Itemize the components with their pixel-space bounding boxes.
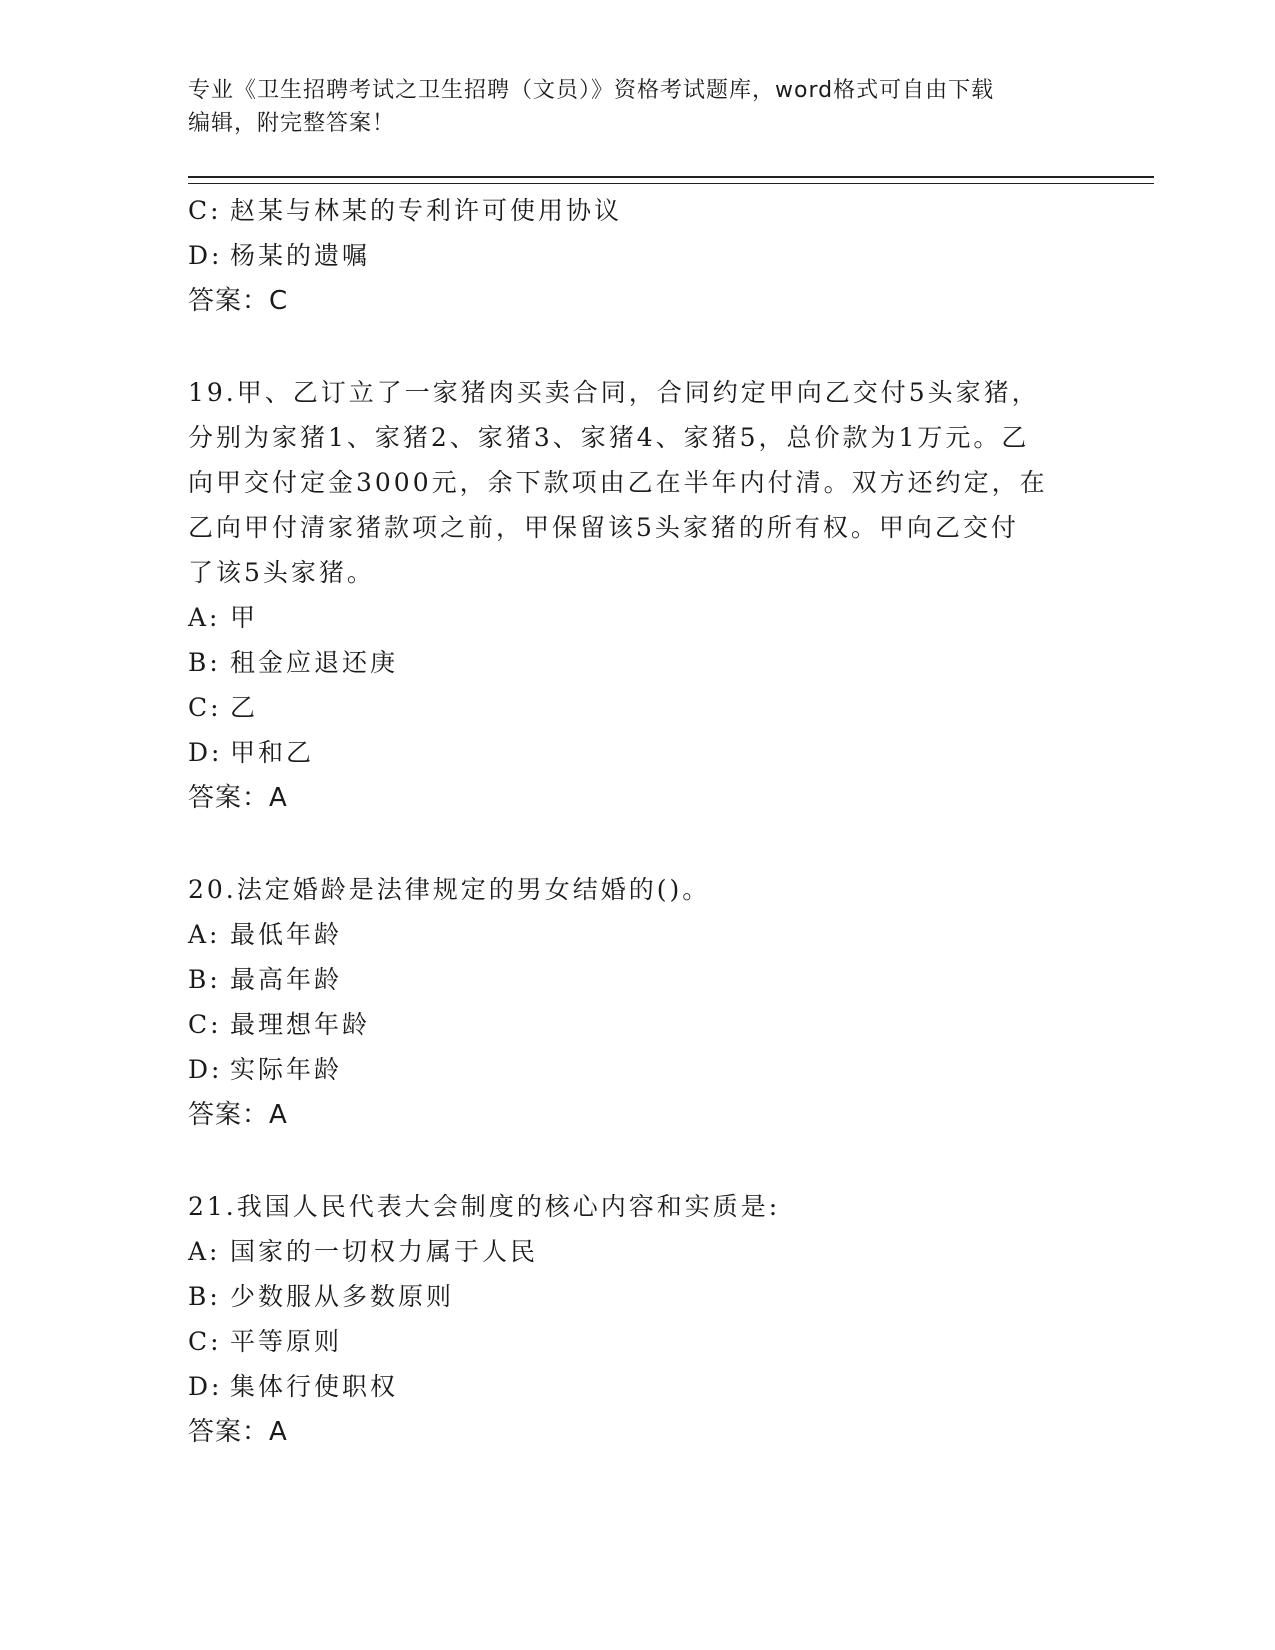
- answer-line: 答案：A: [188, 1417, 288, 1447]
- header-line-2: 编辑，附完整答案！: [188, 111, 396, 136]
- answer-line: 答案：C: [188, 286, 289, 316]
- option-c: [188, 188, 1088, 233]
- question-stem-line: 21.我国人民代表大会制度的核心内容和实质是:: [188, 1192, 781, 1221]
- spacer: [188, 324, 1088, 370]
- option-d: [188, 233, 1088, 278]
- option-text: 实际年龄: [230, 1055, 343, 1084]
- option-letter: A:: [188, 920, 221, 949]
- question-stem-line: 向甲交付定金3000元，余下款项由乙在半年内付清。双方还约定，在: [188, 468, 1048, 497]
- header-line-1: 专业《卫生招聘考试之卫生招聘（文员）》资格考试题库，word格式可自由下载: [188, 78, 995, 103]
- question-19: [188, 370, 1088, 821]
- question-20: [188, 867, 1088, 1138]
- option-b: [188, 1274, 1088, 1319]
- question-18-tail: [188, 188, 1088, 324]
- option-a: [188, 595, 1088, 640]
- option-text: 国家的一切权力属于人民: [230, 1237, 539, 1266]
- option-d: [188, 1364, 1088, 1409]
- option-text: 少数服从多数原则: [230, 1282, 455, 1311]
- document-header: [188, 74, 1068, 140]
- answer-line: 答案：A: [188, 783, 288, 813]
- option-text: 甲: [230, 603, 259, 632]
- option-c: [188, 685, 1088, 730]
- header-divider: [188, 176, 1154, 184]
- option-text: 杨某的遗嘱: [230, 241, 371, 270]
- option-letter: D:: [188, 738, 223, 767]
- option-letter: A:: [188, 603, 221, 632]
- option-text: 甲和乙: [230, 738, 315, 767]
- option-letter: B:: [188, 648, 221, 677]
- answer-line: 答案：A: [188, 1100, 288, 1130]
- question-content: [188, 188, 1088, 1455]
- option-text: 集体行使职权: [230, 1372, 399, 1401]
- option-letter: D:: [188, 1055, 223, 1084]
- option-letter: D:: [188, 241, 223, 270]
- option-letter: C:: [188, 1327, 222, 1356]
- option-letter: B:: [188, 965, 221, 994]
- option-letter: D:: [188, 1372, 223, 1401]
- option-letter: C:: [188, 196, 222, 225]
- option-letter: C:: [188, 1010, 222, 1039]
- option-text: 最低年龄: [230, 920, 343, 949]
- question-stem-line: 19.甲、乙订立了一家猪肉买卖合同，合同约定甲向乙交付5头家猪，: [188, 378, 1040, 407]
- option-text: 乙: [230, 693, 259, 722]
- option-text: 最理想年龄: [230, 1010, 371, 1039]
- question-stem-line: 20.法定婚龄是法律规定的男女结婚的()。: [188, 875, 711, 904]
- spacer: [188, 821, 1088, 867]
- option-d: [188, 1047, 1088, 1092]
- spacer: [188, 1138, 1088, 1184]
- option-text: 租金应退还庚: [230, 648, 399, 677]
- option-letter: B:: [188, 1282, 221, 1311]
- question-stem-line: 分别为家猪1、家猪2、家猪3、家猪4、家猪5，总价款为1万元。乙: [188, 423, 1030, 452]
- option-c: [188, 1002, 1088, 1047]
- option-letter: A:: [188, 1237, 221, 1266]
- option-a: [188, 1229, 1088, 1274]
- option-d: [188, 730, 1088, 775]
- option-c: [188, 1319, 1088, 1364]
- option-text: 最高年龄: [230, 965, 343, 994]
- question-21: [188, 1184, 1088, 1455]
- option-b: [188, 957, 1088, 1002]
- option-b: [188, 640, 1088, 685]
- option-text: 赵某与林某的专利许可使用协议: [230, 196, 623, 225]
- option-a: [188, 912, 1088, 957]
- option-text: 平等原则: [230, 1327, 343, 1356]
- option-letter: C:: [188, 693, 222, 722]
- question-stem-line: 乙向甲付清家猪款项之前，甲保留该5头家猪的所有权。甲向乙交付: [188, 513, 1019, 542]
- question-stem-line: 了该5头家猪。: [188, 558, 375, 587]
